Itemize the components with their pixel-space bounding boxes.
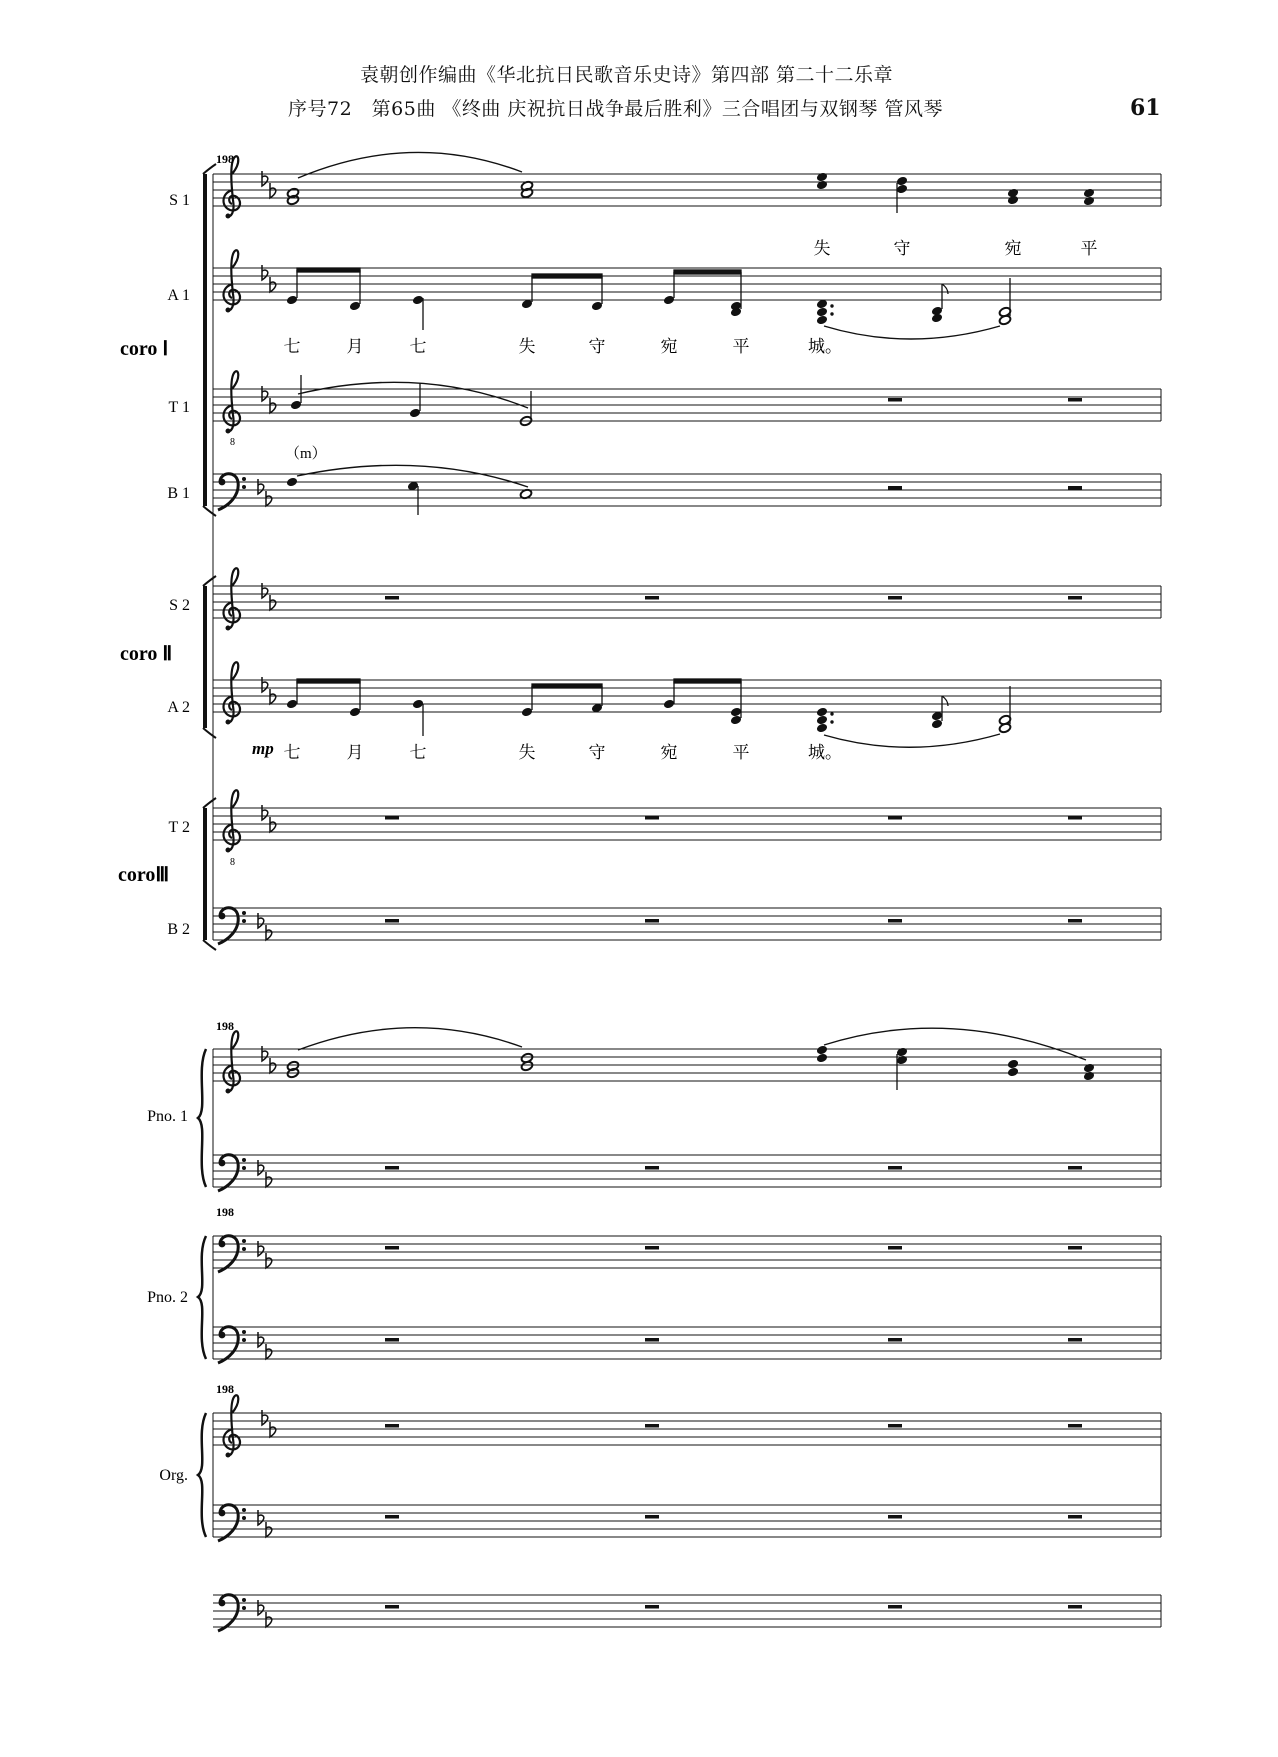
measure-number: 198 xyxy=(216,1205,234,1219)
flat-icon xyxy=(262,805,268,820)
flat-icon xyxy=(258,1332,264,1347)
part-label-organ: Org. xyxy=(159,1467,188,1484)
lyric: 城。 xyxy=(808,743,842,763)
treble-clef-icon xyxy=(224,371,240,433)
measure-number: 198 xyxy=(216,1019,234,1033)
lyric: 守 xyxy=(893,239,911,259)
staff-pno2 xyxy=(147,1205,1161,1363)
part-label-t1: T 1 xyxy=(168,399,190,416)
treble-clef-icon xyxy=(224,790,240,852)
part-label-t2: T 2 xyxy=(168,819,190,836)
part-label-b1: B 1 xyxy=(167,485,190,502)
staff-t2 xyxy=(169,790,1161,868)
part-label-a2: A 2 xyxy=(167,699,190,716)
treble-clef-icon xyxy=(224,568,240,630)
part-label-pno2: Pno. 2 xyxy=(147,1289,188,1306)
flat-icon xyxy=(262,1410,268,1425)
treble-clef-icon xyxy=(224,1031,240,1093)
flat-icon xyxy=(262,677,268,692)
lyric: 月 xyxy=(346,337,364,357)
bass-clef-icon xyxy=(218,474,246,510)
flat-icon xyxy=(258,1241,264,1256)
staff-pno1 xyxy=(147,1019,1161,1191)
bracket-coro3 xyxy=(203,798,216,950)
bass-clef-icon xyxy=(218,1155,246,1191)
lyric: 平 xyxy=(732,337,750,357)
staff-s1 xyxy=(169,152,1161,259)
staff-a1 xyxy=(167,250,1161,357)
lyric: 平 xyxy=(1080,239,1098,259)
staff-t1 xyxy=(169,371,1161,448)
part-label-a1: A 1 xyxy=(167,287,190,304)
bracket-coro2 xyxy=(203,576,216,738)
part-label-s2: S 2 xyxy=(169,597,190,614)
lyric: 宛 xyxy=(660,743,678,763)
piano-brace-icon xyxy=(198,1236,206,1359)
group-label-coro1: coro Ⅰ xyxy=(120,338,169,360)
staff-s2 xyxy=(169,568,1161,630)
bass-clef-icon xyxy=(218,1327,246,1363)
lyric: 七 xyxy=(283,743,301,763)
piano-brace-icon xyxy=(198,1049,206,1187)
flat-icon xyxy=(262,1046,268,1061)
svg-text:8: 8 xyxy=(230,857,235,868)
part-label-pno1: Pno. 1 xyxy=(147,1108,188,1125)
lyric: 城。 xyxy=(808,337,842,357)
flat-icon xyxy=(258,1600,264,1615)
bass-clef-icon xyxy=(218,1595,246,1631)
bass-clef-icon xyxy=(218,1236,246,1272)
lyric: 失 xyxy=(518,337,536,357)
staff-a2 xyxy=(167,662,1161,763)
flat-icon xyxy=(262,171,268,186)
flat-icon xyxy=(258,479,264,494)
score-title-line-1: 袁朝创作编曲《华北抗日民歌音乐史诗》第四部 第二十二乐章 xyxy=(360,64,894,86)
group-label-coro2: coro Ⅱ xyxy=(120,643,173,665)
flat-icon xyxy=(258,1510,264,1525)
lyric: 守 xyxy=(588,743,606,763)
page-number: 61 xyxy=(1130,95,1161,121)
flat-icon xyxy=(258,1160,264,1175)
part-label-b2: B 2 xyxy=(167,921,190,938)
flat-icon xyxy=(262,583,268,598)
lyric: 守 xyxy=(588,337,606,357)
treble-clef-icon xyxy=(224,1395,240,1457)
bracket-coro1 xyxy=(203,164,216,516)
lyric: 七 xyxy=(409,743,427,763)
lyric: 失 xyxy=(813,239,831,259)
part-label-s1: S 1 xyxy=(169,192,190,209)
measure-number: 198 xyxy=(216,152,234,166)
organ-brace-icon xyxy=(198,1413,206,1537)
group-label-coro3: coroⅢ xyxy=(118,864,170,886)
staff-organ xyxy=(159,1382,1161,1631)
lyric: 失 xyxy=(518,743,536,763)
bass-clef-icon xyxy=(218,908,246,944)
bass-clef-icon xyxy=(218,1505,246,1541)
humming-marking: （m） xyxy=(285,446,327,462)
treble-clef-icon xyxy=(224,662,240,724)
lyric: 宛 xyxy=(1004,239,1022,259)
lyric: 平 xyxy=(732,743,750,763)
flat-icon xyxy=(258,913,264,928)
measure-number: 198 xyxy=(216,1382,234,1396)
staff-b1 xyxy=(167,445,1161,515)
flat-icon xyxy=(262,386,268,401)
staff-b2 xyxy=(167,908,1161,944)
lyric: 宛 xyxy=(660,337,678,357)
lyric: 月 xyxy=(346,743,364,763)
score-title-line-2: 序号72 第65曲 《终曲 庆祝抗日战争最后胜利》三合唱团与双钢琴 管风琴 xyxy=(288,98,943,120)
flat-icon xyxy=(262,265,268,280)
treble-clef-icon xyxy=(224,250,240,312)
svg-text:8: 8 xyxy=(230,437,235,448)
lyric: 七 xyxy=(409,337,427,357)
dynamic-marking: mp xyxy=(252,739,274,758)
lyric: 七 xyxy=(283,337,301,357)
